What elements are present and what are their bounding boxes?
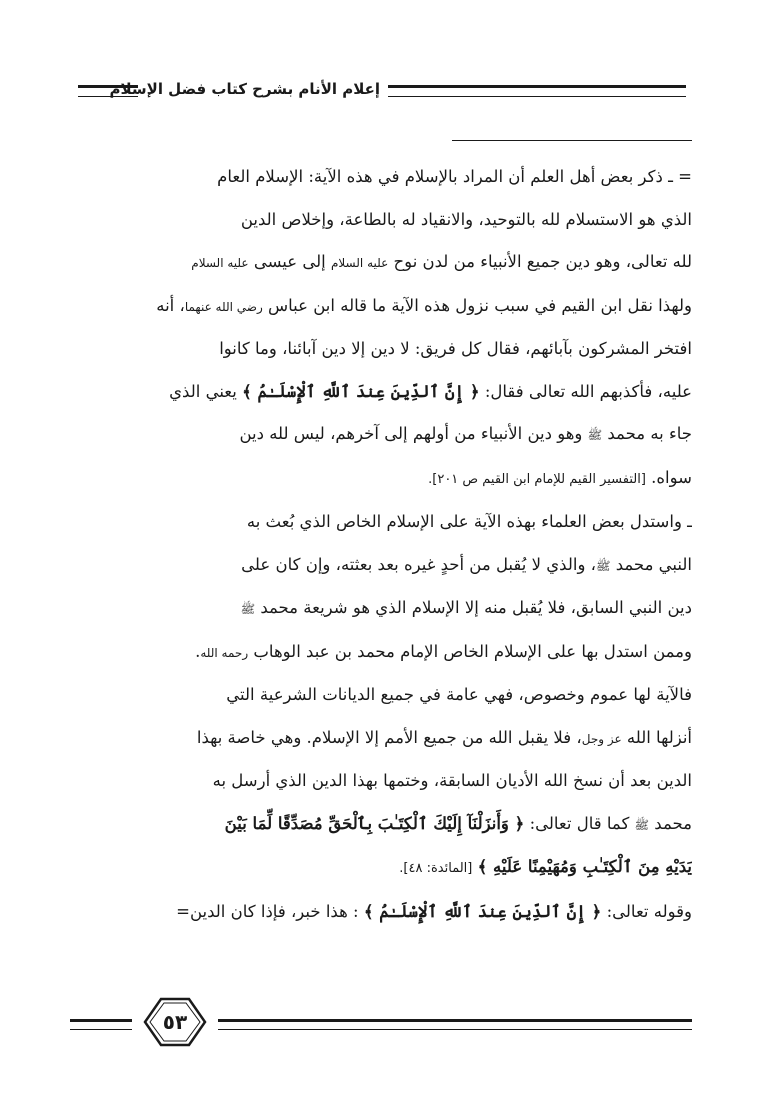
- paragraph-4: [70, 674, 692, 891]
- text-line: جاء به محمد ﷺ وهو دين الأنبياء من أولهم إلى آخرهم، ليس لله دين: [239, 424, 692, 443]
- paragraph-5: [70, 891, 692, 934]
- text-line: النبي محمد ﷺ، والذي لا يُقبل من أحدٍ غيره بعد بعثته، وإن كان على: [241, 554, 692, 574]
- honorific-glyph: عليه السلام: [330, 256, 389, 270]
- text-line: وممن استدل بها على الإسلام الخاص الإمام محمد بن عبد الوهاب رحمه الله.: [195, 641, 692, 661]
- paragraph-1: [70, 156, 692, 285]
- text-line: دين النبي السابق، فلا يُقبل منه إلا الإسلام الذي هو شريعة محمد ﷺ: [240, 598, 692, 617]
- honorific-glyph: ﷺ: [595, 558, 611, 573]
- text-line: ولهذا نقل ابن القيم في سبب نزول هذه الآية ما قاله ابن عباس رضي الله عنهما، أنه: [156, 295, 692, 315]
- text-line: عليه، فأكذبهم الله تعالى فقال: ﴿ إِنَّ ٱلدِّينَ عِندَ ٱللَّهِ ٱلْإِسْلَـٰمُ ﴾ يعني الذي: [169, 381, 692, 401]
- running-header: [78, 78, 686, 100]
- text-line: فالآية لها عموم وخصوص، فهي عامة في جميع الديانات الشرعية التي: [226, 685, 692, 704]
- text-line: الذي هو الاستسلام لله بالتوحيد، والانقياد له بالطاعة، وإخلاص الدين: [240, 209, 692, 229]
- header-right-rule: [388, 85, 686, 97]
- honorific-glyph: رضي الله عنهما: [184, 299, 263, 314]
- citation: [التفسير القيم للإمام ابن القيم ص ٢٠١].: [428, 471, 646, 487]
- text-line: سواه. [التفسير القيم للإمام ابن القيم ص ٢٠١].: [428, 467, 692, 487]
- page-number: ٥٣: [162, 1010, 188, 1034]
- honorific-glyph: رحمه الله: [200, 645, 249, 660]
- page-body: [70, 156, 692, 933]
- honorific-glyph: ﷺ: [240, 602, 256, 616]
- honorific-glyph: ﷺ: [587, 428, 603, 442]
- honorific-glyph: عليه السلام: [191, 256, 249, 270]
- top-divider: [452, 140, 692, 141]
- quran-verse: ﴿ إِنَّ ٱلدِّينَ عِندَ ٱللَّهِ ٱلْإِسْلَـٰمُ ﴾: [363, 901, 602, 921]
- page-footer: [70, 995, 692, 1055]
- text-line: افتخر المشركون بآبائهم، فقال كل فريق: لا دين إلا دين آبائنا، وما كانوا: [219, 339, 692, 358]
- quran-verse: يَدَيْهِ مِنَ ٱلْكِتَـٰبِ وَمُهَيْمِنًا عَلَيْهِ ﴾: [477, 857, 692, 876]
- paragraph-2: [70, 285, 692, 502]
- honorific-glyph: عز وجل: [581, 731, 622, 746]
- text-line: محمد ﷺ كما قال تعالى: ﴿ وَأَنزَلْنَآ إِلَيْكَ ٱلْكِتَـٰبَ بِٱلْحَقِّ مُصَدِّقًا لِّمَا بَيْنَ: [224, 813, 692, 833]
- citation: [المائدة: ٤٨].: [399, 861, 473, 876]
- footer-left-rule: [70, 1019, 132, 1030]
- text-line: [70, 846, 692, 891]
- text-line: أنزلها الله عز وجل، فلا يقبل الله من جميع الأمم إلا الإسلام. وهي خاصة بهذا: [196, 727, 692, 747]
- text-line: = ـ ذكر بعض أهل العلم أن المراد بالإسلام في هذه الآية: الإسلام العام: [217, 167, 692, 186]
- text-line: لله تعالى، وهو دين جميع الأنبياء من لدن نوح عليه السلام إلى عيسى عليه السلام: [191, 252, 692, 271]
- text-line: ـ واستدل بعض العلماء بهذه الآية على الإسلام الخاص الذي بُعث به: [246, 512, 692, 531]
- running-header-title: إعلام الأنام بشرح كتاب فضل الإسلام: [109, 80, 380, 98]
- paragraph-3: [70, 501, 692, 674]
- honorific-glyph: ﷺ: [634, 817, 650, 832]
- footer-right-rule: [218, 1019, 692, 1030]
- text-line: الدين بعد أن نسخ الله الأديان السابقة، وختمها بهذا الدين الذي أرسل به: [212, 771, 692, 790]
- quran-verse: ﴿ إِنَّ ٱلدِّينَ عِندَ ٱللَّهِ ٱلْإِسْلَـٰمُ ﴾: [242, 381, 480, 401]
- quran-verse: ﴿ وَأَنزَلْنَآ إِلَيْكَ ٱلْكِتَـٰبَ بِٱلْحَقِّ مُصَدِّقًا لِّمَا بَيْنَ: [224, 813, 525, 833]
- text-line: وقوله تعالى: ﴿ إِنَّ ٱلدِّينَ عِندَ ٱللَّهِ ٱلْإِسْلَـٰمُ ﴾ : هذا خبر، فإذا كان الدين=: [176, 901, 692, 921]
